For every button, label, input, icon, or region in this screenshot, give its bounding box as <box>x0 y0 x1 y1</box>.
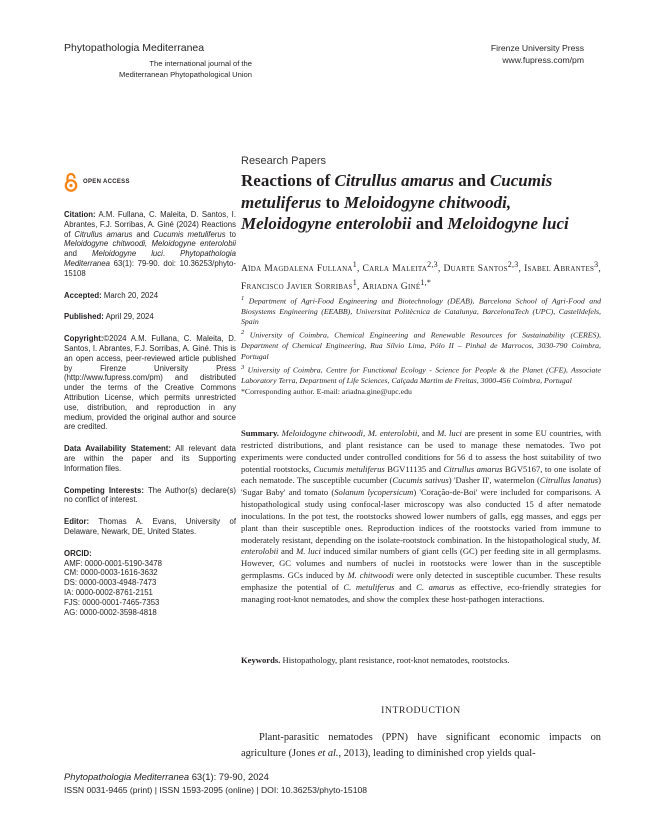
accepted-label: Accepted: <box>64 290 102 300</box>
summary-text: , and <box>417 428 438 438</box>
orcid-item: DS: 0000-0003-4948-7473 <box>64 578 157 588</box>
data-availability-label: Data Availability Statement: <box>64 444 171 454</box>
author-name: Francisco Javier Sorribas <box>241 280 353 292</box>
author <box>443 260 525 275</box>
summary-text: , <box>363 428 368 438</box>
open-access-badge <box>64 172 130 192</box>
sidebar-metadata <box>64 210 236 617</box>
author <box>524 260 602 275</box>
author-list <box>241 258 601 293</box>
author <box>241 277 363 292</box>
citation-italic: Citrullus amarus <box>74 229 133 239</box>
title-part: and <box>454 171 490 190</box>
citation-doi: 63(1): 79-90. doi: 10.36253/phyto-15108 <box>64 258 236 278</box>
introduction-heading: INTRODUCTION <box>381 705 461 716</box>
summary-text: BGV5167, to one isolate of each nematode. The susceptible cucumber ( <box>241 463 602 486</box>
published-date <box>64 312 236 322</box>
affiliation-sup: 1 <box>241 295 245 302</box>
editor-label: Editor: <box>64 517 90 527</box>
summary-italic: Cucumis metuliferus <box>313 463 385 474</box>
publisher-url[interactable]: www.fupress.com/pm <box>502 55 584 65</box>
summary-text: ) 'Coração-de-Boi' were included for comparisons. A histopathological study using confocal-laser microscopy was also conducted 15 d after nematode inoculations. In the pot test, the rootstocks showed lower numbers of galls, egg masses, and eggs per plant than their susceptible ones. Reproduction indices of the rootstocks varied from immune to moderately resistant, depending on the isolate-rootstock combination. In the histopathological study, <box>241 487 602 545</box>
orcid-list <box>64 559 236 618</box>
affiliation <box>241 363 601 386</box>
title-italic: Meloidogyne luci <box>447 214 569 233</box>
citation-text: and <box>132 229 154 239</box>
footer-journal: Phytopathologia Mediterranea <box>64 771 190 782</box>
accepted-date <box>64 291 236 301</box>
author <box>362 277 432 292</box>
affiliation-text: Department of Agri-Food Engineering and Biotechnology (DEAB), Barcelona School of Agri-Food and Biosystems Engineering (EEABB), Universitat Politècnica de Catalunya, BarcelonaTech (UPC), Castelldefels, Spain <box>241 296 601 327</box>
summary-text: ) 'Sugar Baby' and tomato ( <box>241 475 601 498</box>
affiliation-text: University of Coimbra, Chemical Engineering and Renewable Resources for Sustainability (CERES), Department of Chemical Engineering, Rua Sílvio Lima, Pólo II – Pinhal de Marrocos, 3030-790 Coimbra, Portugal <box>241 331 601 361</box>
data-availability-text: All relevant data are within the paper and its Supporting Information files. <box>64 444 236 473</box>
affiliation <box>241 294 601 327</box>
orcid-item: AG: 0000-0002-3598-4818 <box>64 607 157 617</box>
keywords <box>241 655 601 665</box>
author-name: Duarte Santos <box>443 263 508 275</box>
journal-subtitle <box>64 58 252 80</box>
author-sep: , <box>356 280 363 292</box>
citation-text: and <box>64 249 92 259</box>
title-italic: Citrullus amarus <box>334 171 455 190</box>
publisher-name: Firenze University Press <box>490 43 584 53</box>
competing-label: Competing Interests: <box>64 485 144 495</box>
orcid-item: IA: 0000-0002-8761-2151 <box>64 587 153 597</box>
affiliation-sup: 3 <box>241 363 245 371</box>
citation-italic: Meloidogyne luci <box>92 249 163 259</box>
summary-text: ) 'Dasher II', watermelon ( <box>448 475 540 486</box>
footer-issue: 63(1): 79-90, 2024 <box>189 771 269 782</box>
title-italic: Cucumis metuliferus <box>241 171 553 212</box>
accepted-value: March 20, 2024 <box>103 290 159 300</box>
summary-text: induced similar numbers of giant cells (GC) per feeding site in all germplasms. However, GC volumes and numbers of nuclei in rootstocks were lower than in the susceptible germplasms. GCs induced by <box>241 546 601 581</box>
citation-label: Citation: <box>64 210 96 219</box>
summary-body <box>241 428 601 604</box>
open-access-label: OPEN ACCESS <box>83 179 130 185</box>
orcid-item: AMF: 0000-0001-5190-3478 <box>64 558 162 568</box>
orcid-item: FJS: 0000-0001-7465-7353 <box>64 597 160 607</box>
open-access-icon <box>64 172 78 192</box>
publisher-block <box>491 42 584 66</box>
author-sup: 1 <box>352 277 357 287</box>
author-sup: 2,3 <box>427 260 438 269</box>
citation-italic: Meloidogyne chitwoodi, Meloidogyne enterolobii <box>64 239 236 249</box>
author-name: Carla Maleita <box>362 263 428 275</box>
summary-text: are present in some EU countries, with restricted distributions, and plant resistance can be used to manage these nematodes. Two pot experiments were conducted under controlled conditions for 56 d to assess the host suitability of two potential rootstocks, <box>241 428 602 474</box>
title-part: to <box>321 192 344 212</box>
author-sep: , <box>437 263 444 275</box>
editor <box>64 517 236 537</box>
title-part: Reactions of <box>241 171 335 190</box>
citation-text: . <box>162 249 181 259</box>
journal-subtitle-line1: The international journal of the <box>149 59 252 68</box>
keywords-text: Histopathology, plant resistance, root-knot nematodes, rootstocks. <box>280 655 510 665</box>
affiliation <box>241 328 601 361</box>
summary-italic: Solanum lycopersicum <box>334 487 414 498</box>
competing-text: The Author(s) declare(s) no conflict of interest. <box>64 485 236 505</box>
copyright <box>64 334 236 432</box>
summary-italic: C. amarus <box>416 581 455 592</box>
author-sup: 3 <box>594 260 599 269</box>
intro-text: , 2013), leading to diminished crop yields qual- <box>338 748 536 759</box>
published-value: April 29, 2024 <box>105 312 154 322</box>
citation-italic: Cucumis metuliferus <box>153 229 226 239</box>
author-sep: , <box>356 263 363 275</box>
intro-italic: et al. <box>317 748 339 759</box>
summary-text: were only detected in susceptible cucumber. These results emphasize the potential of <box>241 570 602 592</box>
introduction-text <box>241 730 601 762</box>
editor-text: Thomas A. Evans, University of Delaware, Newark, DE, United States. <box>64 517 236 536</box>
copyright-label: Copyright: <box>64 334 104 344</box>
affiliation-text: University of Coimbra, Centre for Functional Ecology - Science for People & the Planet (CFE), Associate Laboratory Terra, Department of Life Sciences, Calçada Martim de Freitas, 3000-456 Coimbra, Portugal <box>241 365 601 385</box>
author-sup: 2,3 <box>507 260 519 269</box>
affiliation-sup: 2 <box>241 329 245 337</box>
summary-italic: C. metuliferus <box>343 581 395 592</box>
footer-issn: ISSN 0031-9465 (print) | ISSN 1593-2095 (online) | DOI: 10.36253/phyto-15108 <box>64 785 368 795</box>
summary-italic: Cucumis sativus <box>392 475 449 486</box>
published-label: Published: <box>64 312 104 322</box>
summary-text: and <box>278 546 297 557</box>
journal-name: Phytopathologia Mediterranea <box>64 42 205 54</box>
author-name: Ariadna Giné <box>362 280 421 292</box>
citation-text: to <box>225 229 237 239</box>
summary-italic: M. chitwoodi <box>347 570 394 581</box>
summary-text: and <box>394 581 417 592</box>
orcid-item: CM: 0000-0003-1616-3632 <box>64 568 158 578</box>
author <box>241 260 363 275</box>
citation <box>64 210 236 279</box>
competing-interests <box>64 486 236 506</box>
author-sup: 1,* <box>420 277 432 287</box>
summary <box>241 428 601 606</box>
summary-text: as effective, eco-friendly strategies for managing root-knot nematodes, and show the complex these host-pathogen interactions. <box>241 581 601 604</box>
section-rubric: Research Papers <box>241 155 326 167</box>
author-name: Aïda Magdalena Fullana <box>241 263 353 275</box>
summary-italic: M. luci <box>437 428 462 438</box>
author <box>362 260 444 275</box>
corresponding-author: *Corresponding author. E-mail: ariadna.gine@upc.edu <box>241 387 412 397</box>
author-sup: 1 <box>352 260 357 269</box>
journal-subtitle-line2: Mediterranean Phytopathological Union <box>119 70 252 79</box>
summary-text: BGV11135 and <box>384 463 444 474</box>
keywords-label: Keywords. <box>241 655 281 665</box>
author-name: Isabel Abrantes <box>524 263 595 275</box>
intro-text: Plant-parasitic nematodes (PPN) have significant economic impacts on agriculture (Jones <box>241 732 601 759</box>
summary-italic: M. enterolobii <box>367 428 418 438</box>
article-title <box>241 170 601 235</box>
summary-label: Summary. <box>241 428 279 438</box>
author-sep: , <box>598 263 602 275</box>
summary-italic: M. enterolobii <box>241 534 601 557</box>
title-part: and <box>411 214 448 233</box>
copyright-text: ©2024 A.M. Fullana, C. Maleita, D. Santos, I. Abrantes, F.J. Sorribas, A. Giné. This is an open access, peer-reviewed article published by Firenze University Press (http://www.fupress.com/pm) and distributed under the terms of the Creative Commons Attribution License, which permits unrestricted use, distribution, and reproduction in any medium, provided the original author and source are credited. <box>64 334 236 432</box>
summary-italic: M. luci <box>296 546 321 557</box>
citation-italic: Phytopathologia Mediterranea <box>64 249 236 268</box>
citation-text: A.M. Fullana, C. Maleita, D. Santos, I. Abrantes, F.J. Sorribas, A. Giné (2024) Reactions of <box>64 210 236 239</box>
data-availability <box>64 444 236 473</box>
affiliations <box>241 294 601 398</box>
summary-italic: Meloidogyne chitwoodi <box>281 428 364 438</box>
footer-citation <box>64 771 269 782</box>
author-sep: , <box>518 263 525 275</box>
title-italic: Meloidogyne chitwoodi, Meloidogyne enterolobii <box>241 192 512 233</box>
summary-italic: Citrullus lanatus <box>539 475 599 486</box>
summary-italic: Citrullus amarus <box>443 463 503 474</box>
orcid-label: ORCID: <box>64 548 92 558</box>
